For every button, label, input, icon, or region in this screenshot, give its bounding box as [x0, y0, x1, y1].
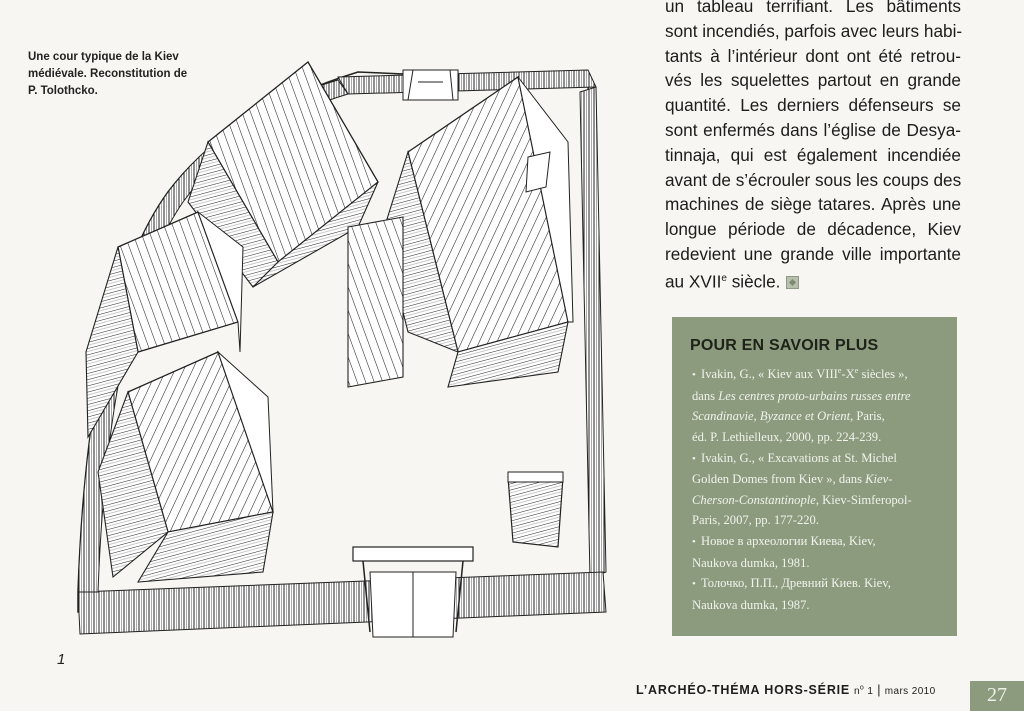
palisade-fence-bottom — [78, 572, 606, 634]
small-shed — [508, 472, 563, 547]
courtyard-illustration — [58, 52, 618, 642]
reference-item: • Ivakin, G., « Excavations at St. Michel — [692, 450, 897, 465]
body-line: machines de siège tatares. Après une — [665, 194, 961, 215]
series-name: HORS-SÉRIE — [764, 683, 851, 697]
body-line: quantité. Les derniers défenseurs se — [665, 95, 961, 116]
house-large-right — [348, 77, 573, 387]
top-gate — [403, 70, 458, 100]
issue-number: $n^o$ 1 — [853, 684, 874, 697]
body-line: longue période de décadence, Kiev — [665, 219, 961, 240]
figure-caption-line: P. Tolothcko. — [28, 85, 98, 97]
reference-list: • Ivakin, G., « Kiev aux VIIIe-Xe siècles », dans Les centres proto-urbains russes entre Scandinavie, Byzance et Orient, Paris, éd. P. Lethielleux, 2000, pp. 224-239. • Ivakin, G., « Excavations at St. Michel Golden Domes from Kiev », dans Kiev- Cherson-Constantinople, Kiev-Simferopol- Paris, 2007, pp. 177-220. • Новое в археологии Киева, Kiev, Naukova dumka, 1981. • Толочко, П.П., Древний Киев. Kiev, Naukova dumka, 1987. — [692, 361, 950, 615]
palisade-fence-top — [338, 70, 596, 94]
body-line: tants à l’intérieur dont ont été retrou- — [665, 45, 961, 66]
reference-item: • Новое в археологии Киева, Kiev, — [692, 533, 876, 548]
body-line: avant de s’écrouler sous les coups des — [665, 169, 962, 190]
body-line: sont incendiés, parfois avec leurs habi- — [665, 20, 963, 41]
body-line: un tableau terrifiant. Les bâtiments — [665, 0, 961, 16]
issue-date: mars 2010 — [884, 686, 936, 697]
figure-caption-line: médiévale. Reconstitution de — [28, 68, 188, 80]
figure-caption-line: Une cour typique de la Kiev — [28, 51, 179, 63]
reference-item: • Толочко, П.П., Древний Киев. Kiev, — [692, 576, 891, 591]
magazine-name: L’ARCHÉO-THÉMA — [636, 683, 761, 697]
body-line: sont enfermés dans l’église de Desya- — [665, 119, 961, 140]
article-body-text — [665, 0, 961, 292]
bottom-gate — [353, 547, 473, 637]
reference-item: • Ivakin, G., « Kiev aux VIIIe-Xe siècles », — [692, 366, 908, 382]
page-footer: L’ARCHÉO-THÉMA HORS-SÉRIE $n^o$ 1 | mars 2010 — [636, 683, 936, 697]
page-number: 27 — [970, 681, 1024, 711]
palisade-fence-right — [580, 87, 606, 578]
further-reading-title: POUR EN SAVOIR PLUS — [690, 337, 879, 354]
end-of-article-icon — [786, 276, 799, 289]
house-left-bottom — [98, 352, 273, 582]
body-line: redevient une grande ville importante — [665, 243, 961, 264]
figure-number: 1 — [57, 651, 66, 668]
body-line: tinnaja, qui est également incendiée — [665, 144, 961, 165]
further-reading-box — [672, 317, 957, 636]
body-last-line: au XVIIe siècle. — [665, 267, 961, 292]
body-line: vés les squelettes partout en grande — [665, 70, 961, 91]
